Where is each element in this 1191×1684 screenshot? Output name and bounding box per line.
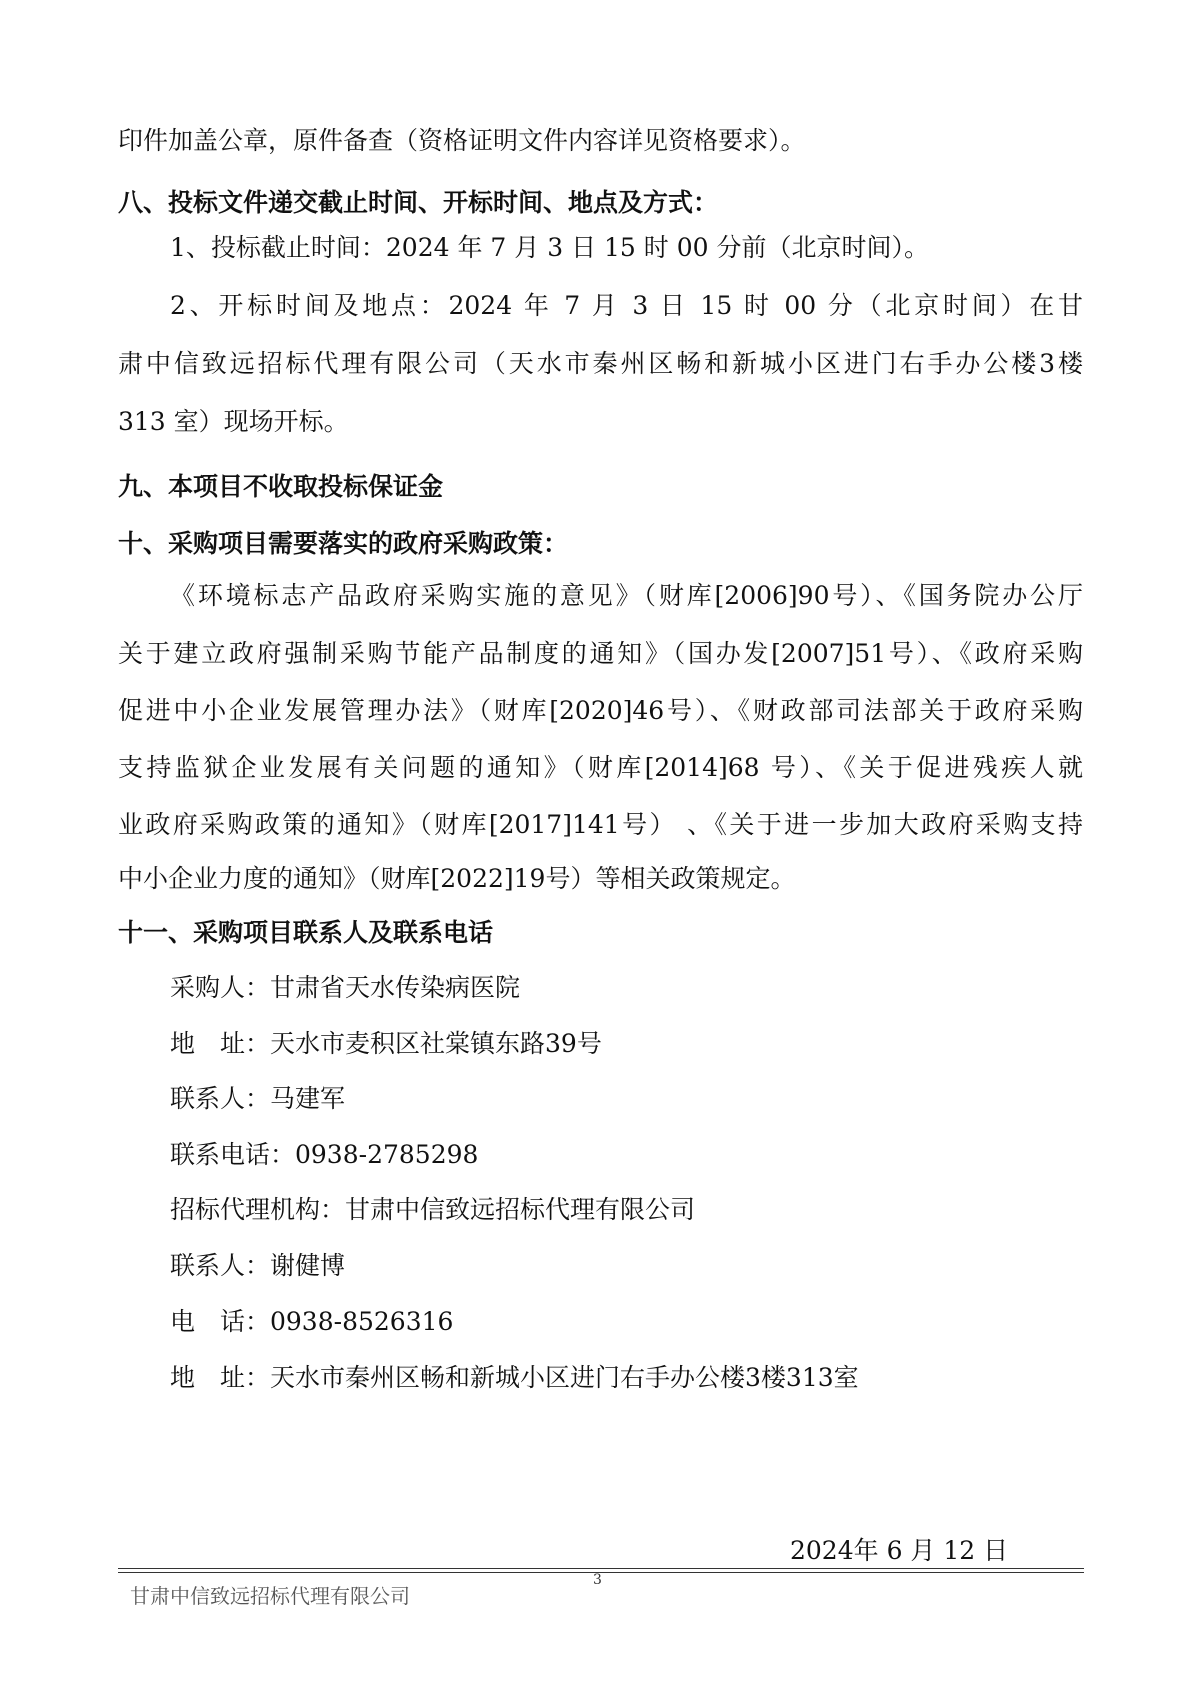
policy-line: 业政府采购政策的通知》（财库[2017]141号） 、《关于进一步加大政府采购支持 — [118, 810, 1083, 839]
opening-line: 2、开标时间及地点：2024 年 7 月 3 日 15 时 00 分（北京时间）在甘 — [170, 291, 1083, 320]
section-heading-8: 八、投标文件递交截止时间、开标时间、地点及方式： — [118, 188, 719, 217]
purchaser-line: 采购人：甘肃省天水传染病医院 — [170, 973, 521, 1002]
document-date: 2024年 6 月 12 日 — [790, 1536, 1009, 1565]
section-heading-9: 九、本项目不收取投标保证金 — [118, 472, 444, 501]
page-number: 3 — [593, 1572, 602, 1588]
footer-company: 甘肃中信致远招标代理有限公司 — [130, 1584, 410, 1608]
agency-line: 招标代理机构：甘肃中信致远招标代理有限公司 — [170, 1195, 696, 1224]
agency-address-line: 地 址：天水市秦州区畅和新城小区进门右手办公楼3楼313室 — [170, 1363, 859, 1392]
agency-contact-line: 联系人：谢健博 — [170, 1251, 346, 1280]
opening-line-end: 313 室）现场开标。 — [118, 407, 349, 436]
purchaser-address-line: 地 址：天水市麦积区社棠镇东路39号 — [170, 1029, 602, 1058]
deadline-line: 1、投标截止时间：2024 年 7 月 3 日 15 时 00 分前（北京时间）。 — [170, 233, 929, 262]
footer-rule — [118, 1568, 1084, 1569]
policy-line: 支持监狱企业发展有关问题的通知》（财库[2014]68 号）、《关于促进残疾人就 — [118, 753, 1083, 782]
section-heading-10: 十、采购项目需要落实的政府采购政策： — [118, 529, 569, 558]
purchaser-phone-line: 联系电话：0938-2785298 — [170, 1140, 479, 1169]
policy-line: 《环境标志产品政府采购实施的意见》（财库[2006]90号）、《国务院办公厅 — [170, 581, 1083, 610]
agency-phone-line: 电 话：0938-8526316 — [170, 1307, 454, 1336]
policy-line: 促进中小企业发展管理办法》（财库[2020]46号）、《财政部司法部关于政府采购 — [118, 696, 1083, 725]
policy-line: 关于建立政府强制采购节能产品制度的通知》（国办发[2007]51号）、《政府采购 — [118, 639, 1083, 668]
section-heading-11: 十一、采购项目联系人及联系电话 — [118, 918, 494, 947]
purchaser-contact-line: 联系人：马建军 — [170, 1084, 346, 1113]
policy-line-end: 中小企业力度的通知》（财库[2022]19号）等相关政策规定。 — [118, 864, 796, 893]
opening-line-cont: 肃中信致远招标代理有限公司（天水市秦州区畅和新城小区进门右手办公楼3楼 — [118, 349, 1083, 378]
paragraph-line: 印件加盖公章，原件备查（资格证明文件内容详见资格要求）。 — [118, 126, 806, 155]
